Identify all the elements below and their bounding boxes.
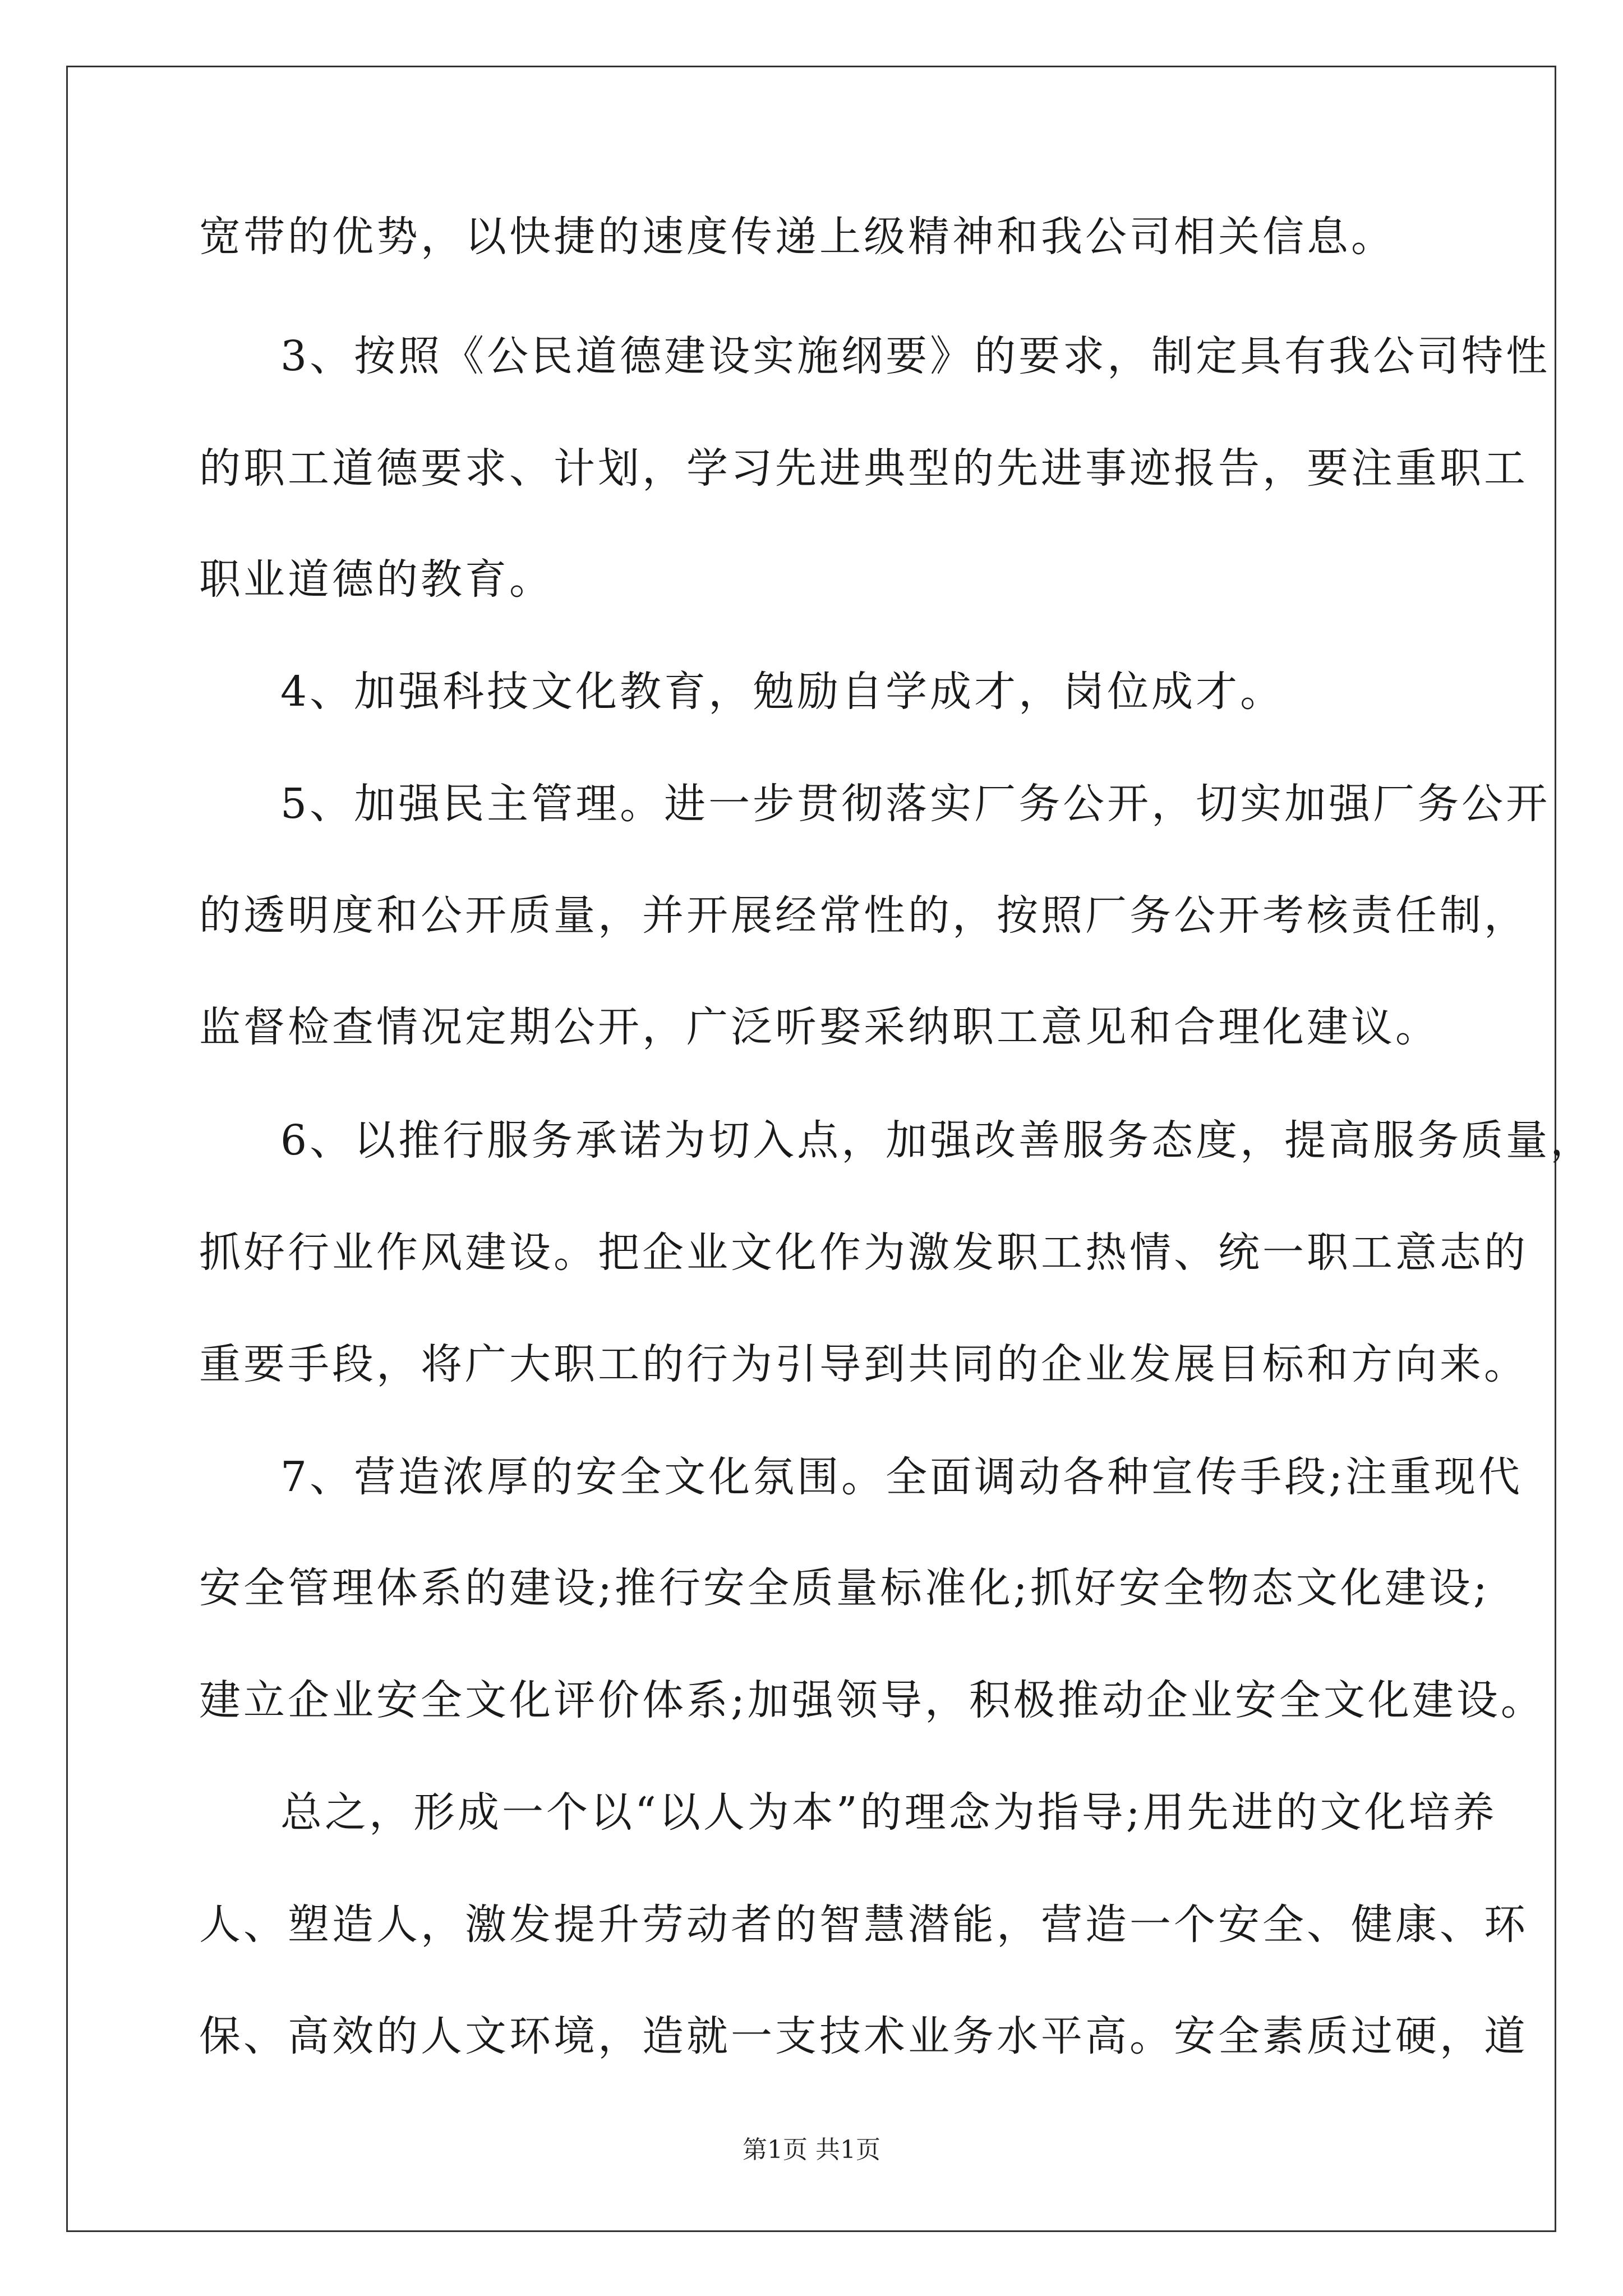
summary-paragraph-start: 总之，形成一个以“以人为本”的理念为指导;用先进的文化培养 bbox=[280, 1788, 1497, 1837]
paragraph-3-start: 3、按照《公民道德建设实施纲要》的要求，制定具有我公司特性 bbox=[280, 332, 1551, 380]
paragraph-5-start: 5、加强民主管理。进一步贯彻落实厂务公开，切实加强厂务公开 bbox=[280, 780, 1551, 828]
text-line: 宽带的优势，以快捷的速度传递上级精神和我公司相关信息。 bbox=[199, 213, 1395, 261]
text-line: 抓好行业作风建设。把企业文化作为激发职工热情、统一职工意志的 bbox=[199, 1228, 1528, 1277]
paragraph-6-start: 6、以推行服务承诺为切入点，加强改善服务态度，提高服务质量， bbox=[280, 1116, 1595, 1165]
text-line: 职业道德的教育。 bbox=[199, 555, 554, 604]
text-line: 保、高效的人文环境，造就一支技术业务水平高。安全素质过硬，道 bbox=[199, 2012, 1528, 2060]
paragraph-4-start: 4、加强科技文化教育，勉励自学成才，岗位成才。 bbox=[280, 668, 1285, 716]
text-line: 的透明度和公开质量，并开展经常性的，按照厂务公开考核责任制， bbox=[199, 891, 1528, 940]
text-line: 安全管理体系的建设;推行安全质量标准化;抓好安全物态文化建设; bbox=[199, 1564, 1490, 1612]
text-line: 建立企业安全文化评价体系;加强领导，积极推动企业安全文化建设。 bbox=[199, 1676, 1545, 1724]
paragraph-7-start: 7、营造浓厚的安全文化氛围。全面调动各种宣传手段;注重现代 bbox=[280, 1453, 1523, 1501]
text-line: 监督检查情况定期公开，广泛听娶采纳职工意见和合理化建议。 bbox=[199, 1003, 1440, 1051]
page-footer: 第1页 共1页 bbox=[743, 2136, 880, 2164]
text-line: 的职工道德要求、计划，学习先进典型的先进事迹报告，要注重职工 bbox=[199, 444, 1528, 493]
text-line: 人、塑造人，激发提升劳动者的智慧潜能，营造一个安全、健康、环 bbox=[199, 1901, 1528, 1949]
text-line: 重要手段，将广大职工的行为引导到共同的企业发展目标和方向来。 bbox=[199, 1340, 1528, 1388]
